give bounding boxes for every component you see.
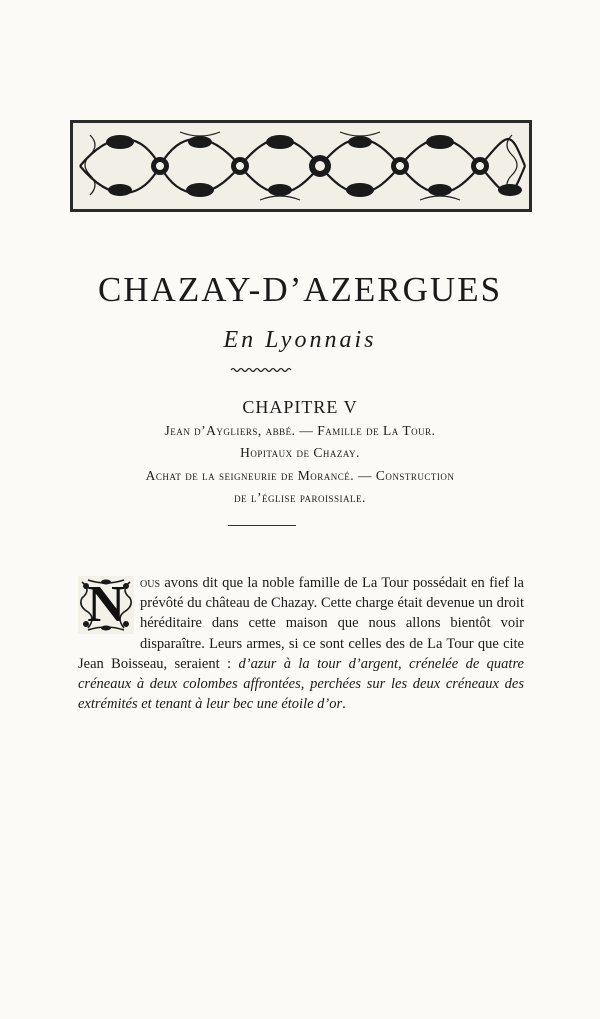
chapter-summary-line: Achat de la seigneurie de Morancé. — Construction — [145, 468, 455, 483]
body-text-end: . — [342, 696, 346, 713]
page-subtitle: En Lyonnais — [223, 327, 377, 353]
body-text-roman: avons dit que la noble famille de La Tour possédait en fief la prévôté du château de Chazay. Cette charge était devenue un droit héréditaire dans cette maison que nous allons bientôt voir disparaître. Leurs armes, si ce sont celles des de La Tour que cite Jean Boisseau, seraient : — [78, 575, 524, 672]
chapter-summary-line: Jean d’Aygliers, abbé. — Famille de La Tour. — [164, 423, 436, 438]
body-paragraph — [78, 573, 524, 714]
page-title: CHAZAY-D’AZERGUES — [97, 270, 503, 309]
dropcap-continuation: ous — [140, 575, 161, 591]
dropcap-letter: N — [87, 576, 125, 633]
decorated-initial — [78, 576, 134, 634]
chapter-summary-line: de l’église paroissiale. — [234, 490, 366, 505]
ornamental-headband-icon — [70, 120, 532, 212]
chapter-heading: CHAPITRE V — [242, 397, 358, 417]
chapter-summary-line: Hopitaux de Chazay. — [240, 445, 360, 460]
section-divider — [228, 525, 296, 526]
wavy-ornament-icon — [230, 366, 292, 374]
body-text-italic: d’azur à la tour d’argent, crénelée de quatre créneaux à deux colombes affrontées, perchées sur les deux créneaux des extrémités et tenant à leur bec une étoile d’or — [78, 655, 524, 713]
